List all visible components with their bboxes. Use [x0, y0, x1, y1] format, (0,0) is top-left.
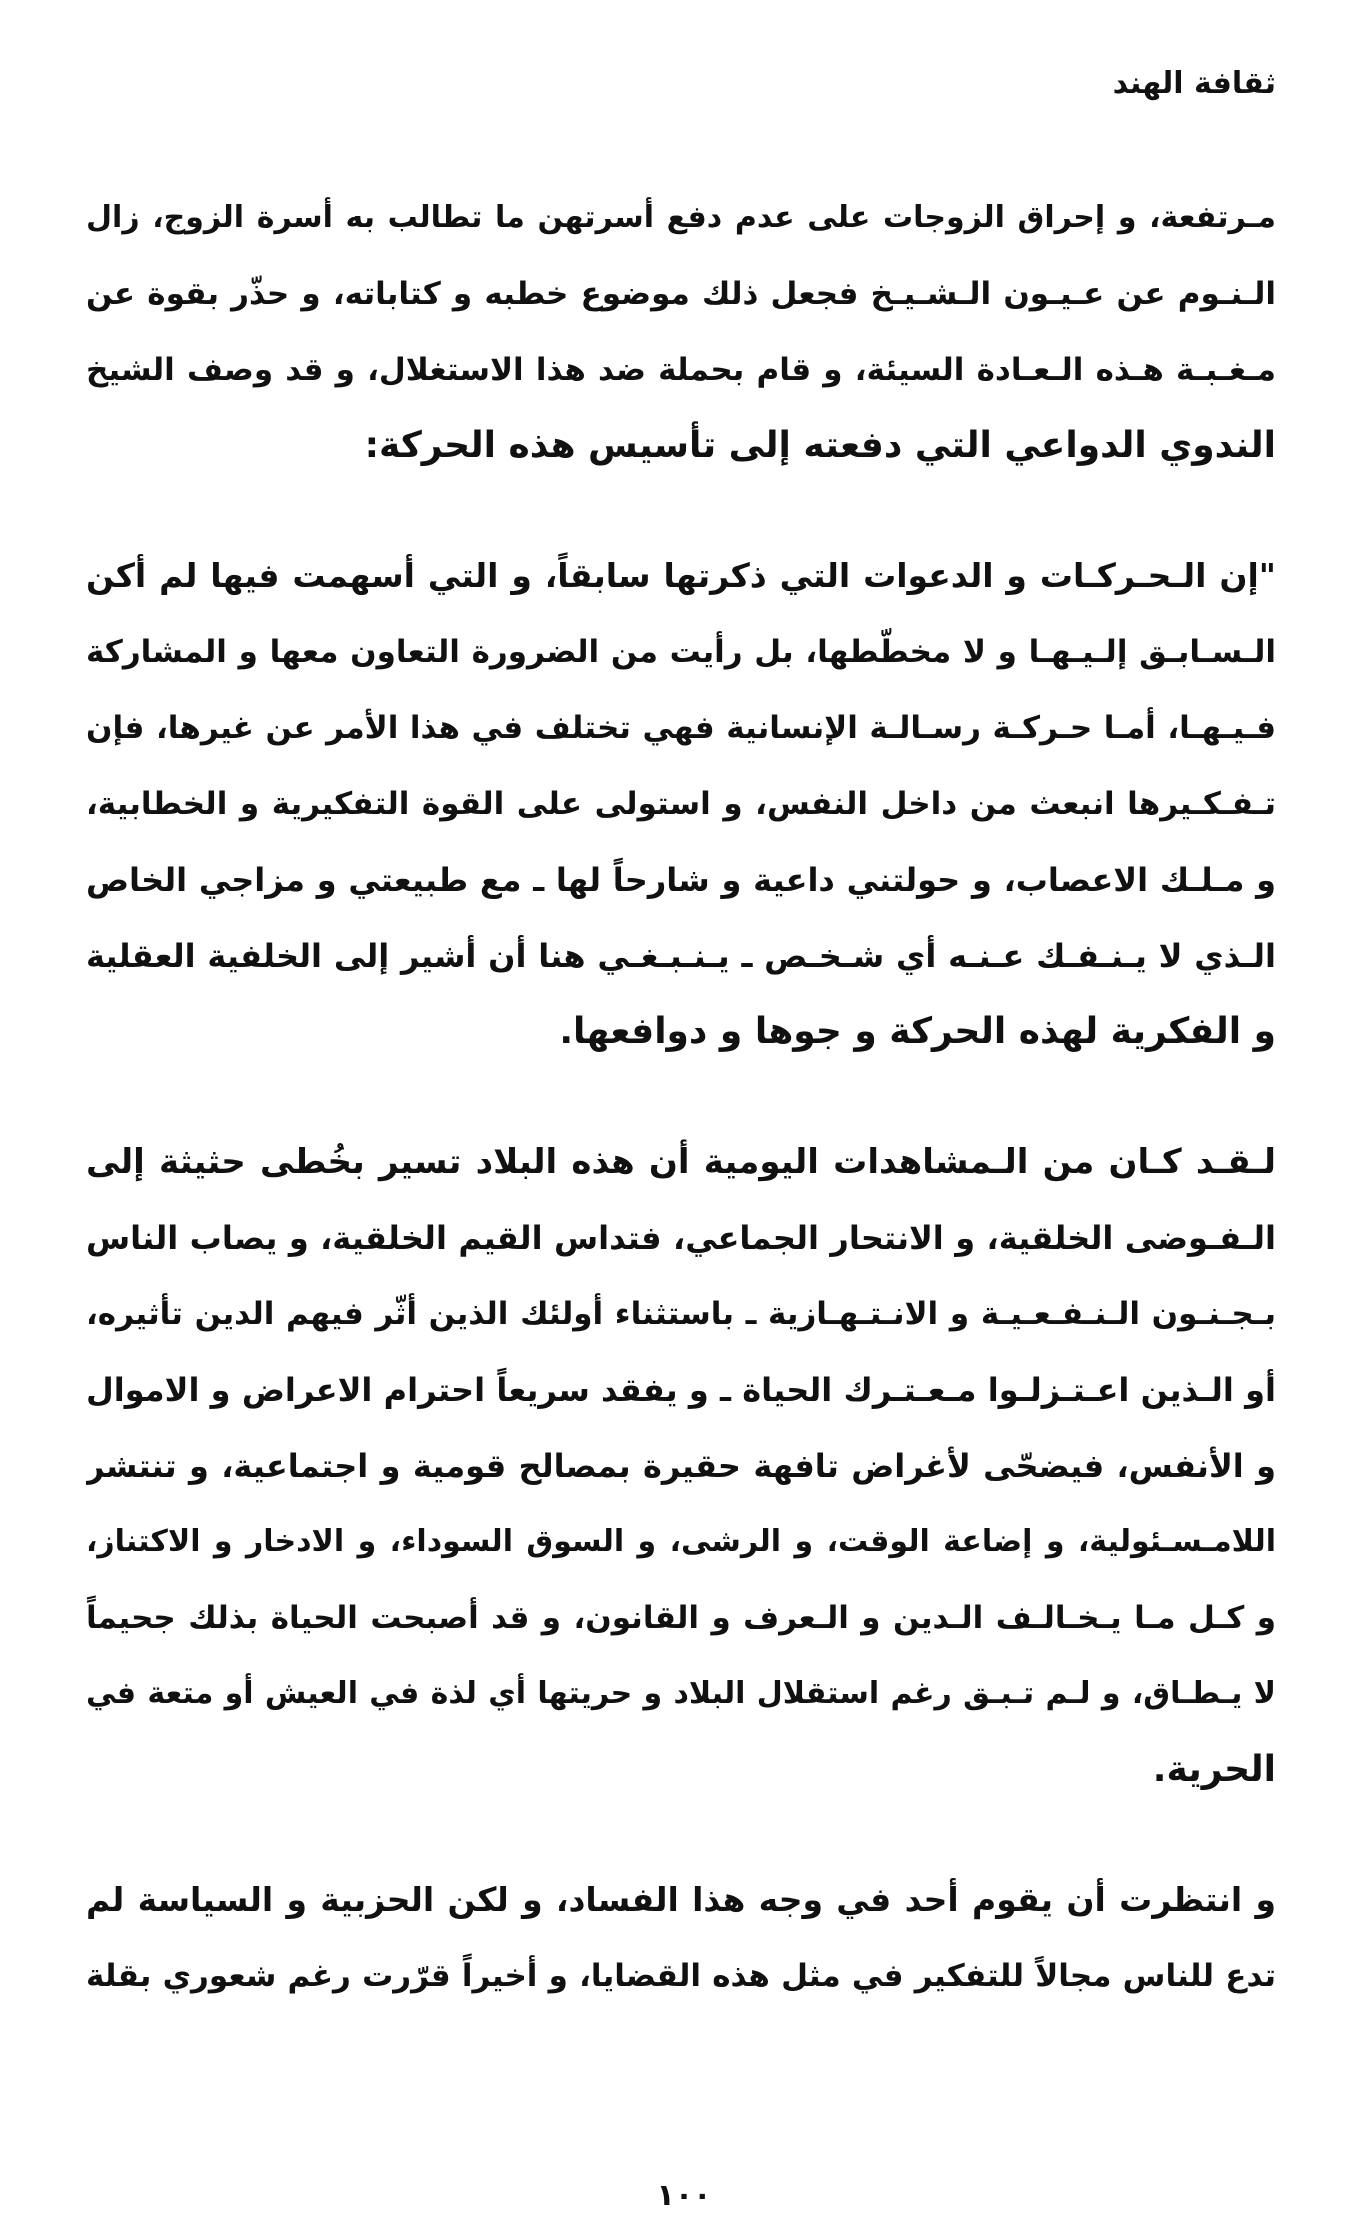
- text-line: اللامـسـئولية، و إضاعة الوقت، و الرشى، و السوق السوداء، و الادخار و الاكتناز،: [86, 1524, 1276, 1559]
- text-line: تدع للناس مجالاً للتفكير في مثل هذه القضايا، و أخيراً قرّرت رغم شعوري بقلة: [86, 1958, 1276, 1994]
- text-line: أو الـذين اعـتـزلـوا مـعـتـرك الحياة ـ و يفقد سريعاً احترام الاعراض و الاموال: [86, 1371, 1276, 1409]
- page-number: ١٠٠: [656, 2178, 712, 2213]
- text-line: تـفـكـيرها انبعث من داخل النفس، و استولى على القوة التفكيرية و الخطابية،: [86, 786, 1276, 822]
- text-line: فـيـهـا، أمـا حـركـة رسـالـة الإنسانية فهي تختلف في هذا الأمر عن غيرها، فإن: [86, 710, 1276, 746]
- text-line: الـذي لا يـنـفـك عـنـه أي شـخـص ـ يـنـبـغـي هنا أن أشير إلى الخلفية العقلية: [86, 937, 1276, 975]
- text-line: مـرتفعة، و إحراق الزوجات على عدم دفع أسرتهن ما تطالب به أسرة الزوج، زال: [86, 200, 1276, 235]
- text-line: "إن الـحـركـات و الدعوات التي ذكرتها سابقاً، و التي أسهمت فيها لم أكن: [86, 556, 1276, 595]
- text-line: الندوي الدواعي التي دفعته إلى تأسيس هذه الحركة:: [364, 425, 1276, 466]
- running-header: ثقافة الهند: [1112, 66, 1276, 101]
- text-line: الحرية.: [1152, 1749, 1276, 1790]
- text-line: مـغـبـة هـذه الـعـادة السيئة، و قام بحملة ضد هذا الاستغلال، و قد وصف الشيخ: [86, 352, 1276, 388]
- body-text: [86, 180, 1276, 2014]
- text-line: و مـلـك الاعصاب، و حولتني داعية و شارحاً لها ـ مع طبيعتي و مزاجي الخاص: [86, 861, 1276, 899]
- text-line: و انتظرت أن يقوم أحد في وجه هذا الفساد، و لكن الحزبية و السياسة لم: [86, 1880, 1276, 1919]
- paragraph-gap: [86, 484, 1276, 538]
- paragraph-3: [86, 1124, 1276, 1808]
- paragraph-gap: [86, 1808, 1276, 1862]
- text-line: لـقـد كـان من الـمشاهدات اليومية أن هذه البلاد تسير بخُطى حثيثة إلى: [86, 1142, 1276, 1182]
- text-line: الـفـوضى الخلقية، و الانتحار الجماعي، فتداس القيم الخلقية، و يصاب الناس: [86, 1219, 1276, 1257]
- paragraph-4: [86, 1862, 1276, 2014]
- text-line: الـسـابـق إلـيـهـا و لا مخطّطها، بل رأيت من الضرورة التعاون معها و المشاركة: [86, 634, 1276, 670]
- text-line: بـجـنـون الـنـفـعـيـة و الانـتـهـازية ـ باستثناء أولئك الذين أثّر فيهم الدين تأثيره،: [86, 1296, 1276, 1332]
- paragraph-2-quote: [86, 538, 1276, 1070]
- text-line: و الأنفس، فيضحّى لأغراض تافهة حقيرة بمصالح قومية و اجتماعية، و تنتشر: [86, 1447, 1276, 1485]
- text-line: لا يـطـاق، و لـم تـبـق رغم استقلال البلاد و حريتها أي لذة في العيش أو متعة في: [86, 1676, 1276, 1711]
- text-line: الـنـوم عن عـيـون الـشـيـخ فجعل ذلك موضوع خطبه و كتاباته، و حذّر بقوة عن: [86, 276, 1276, 312]
- text-line: و كـل مـا يـخـالـف الـدين و الـعرف و القانون، و قد أصبحت الحياة بذلك جحيماً: [86, 1600, 1276, 1636]
- paragraph-1: [86, 180, 1276, 484]
- paragraph-gap: [86, 1070, 1276, 1124]
- text-line: و الفكرية لهذه الحركة و جوها و دوافعها.: [559, 1011, 1276, 1052]
